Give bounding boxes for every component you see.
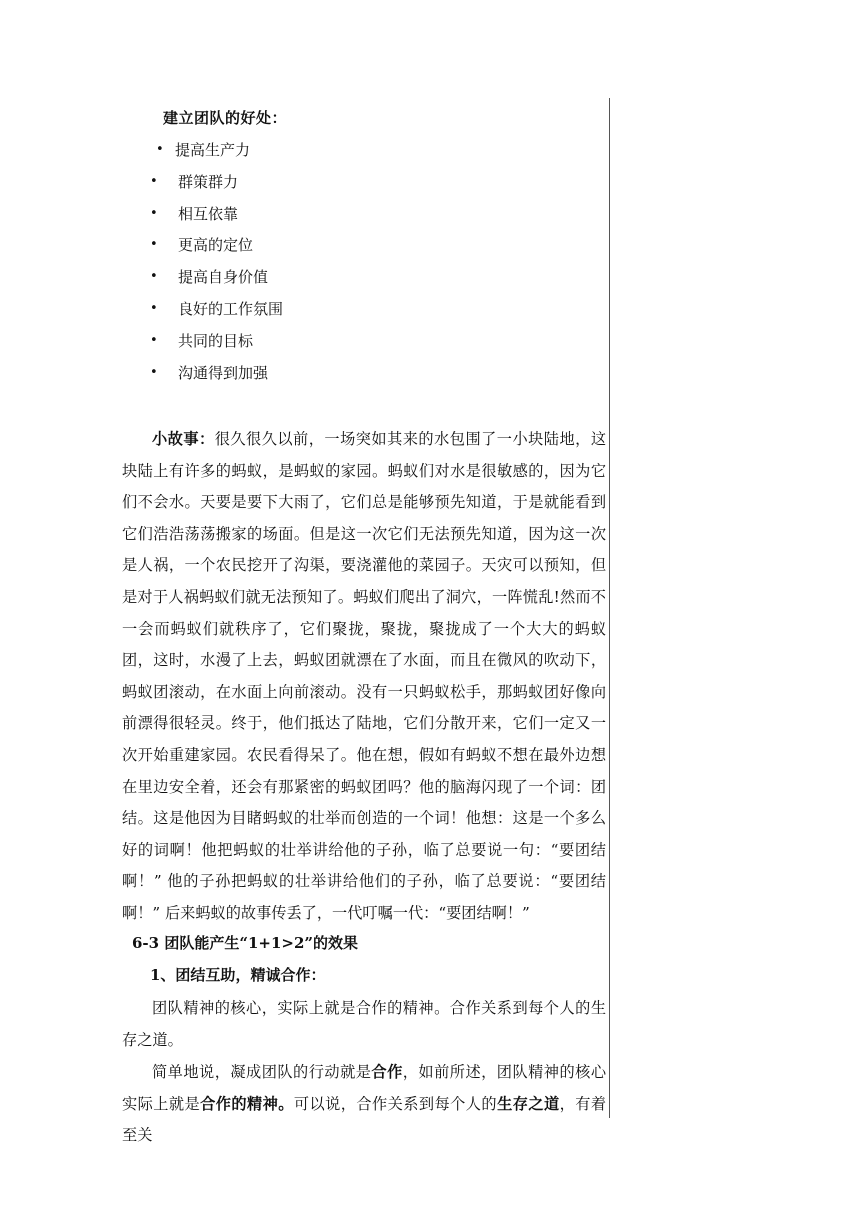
- story-paragraph: [122, 424, 606, 930]
- list-item-text: 良好的工作氛围: [178, 299, 284, 318]
- bullet-icon: •: [150, 269, 158, 285]
- paragraph-2-text-1: 简单地说，凝成团队的行动就是: [152, 1063, 372, 1081]
- list-item-text: 提高生产力: [175, 141, 251, 159]
- paragraph-2-bold-2: 合作的精神。: [200, 1094, 294, 1113]
- benefits-heading: 建立团队的好处：: [163, 109, 288, 127]
- story-lead: 小故事：: [152, 430, 215, 448]
- story-text: 很久很久以前，一场突如其来的水包围了一小块陆地，这块陆上有许多的蚂蚁，是蚂蚁的家园。蚂蚁们对水是很敏感的，因为它们不会水。天要是要下大雨了，它们总是能够预先知道，于是就能看到它们浩浩荡荡搬家的场面。但是这一次它们无法预先知道，因为这一次是人祸，一个农民挖开了沟渠，要浇灌他的菜园子。天灾可以预知，但是对于人祸蚂蚁们就无法预知了。蚂蚁们爬出了洞穴，一阵慌乱!然而不一会而蚂蚁们就秩序了，它们聚拢，聚拢，聚拢成了一个大大的蚂蚁团，这时，水漫了上去，蚂蚁团就漂在了水面，而且在微风的吹动下，蚂蚁团滚动，在水面上向前滚动。没有一只蚂蚁松手，那蚂蚁团好像向前漂得很轻灵。终于，他们抵达了陆地，它们分散开来，它们一定又一次开始重建家园。农民看得呆了。他在想，假如有蚂蚁不想在最外边想在里边安全着，还会有那紧密的蚂蚁团吗？他的脑海闪现了一个词：团结。这是他因为目睹蚂蚁的壮举而创造的一个词！他想：这是一个多么好的词啊！他把蚂蚁的壮举讲给他的子孙，临了总要说一句：“要团结啊！” 他的子孙把蚂蚁的壮举讲给他们的子孙，临了总要说：“要团结啊！” 后来蚂蚁的故事传丢了，一代叮嘱一代：“要团结啊！”: [122, 430, 606, 922]
- bullet-icon: •: [150, 173, 158, 189]
- paragraph-1: 团队精神的核心，实际上就是合作的精神。合作关系到每个人的生存之道。: [122, 999, 606, 1049]
- list-item-text: 共同的目标: [178, 331, 254, 350]
- section-title: 6-3 团队能产生“1+1>2”的效果: [132, 934, 359, 952]
- bullet-icon: •: [156, 142, 164, 157]
- paragraph-2-text-3: 可以说，合作关系到每个人的: [293, 1094, 498, 1113]
- paragraph-2-text-4: ，有着至关: [122, 1094, 607, 1145]
- section-subtitle: 1、团结互助，精诚合作：: [150, 966, 326, 984]
- list-item-text: 群策群力: [178, 172, 239, 191]
- table-cell-border: [609, 98, 610, 1118]
- bullet-icon: •: [150, 237, 158, 253]
- bullet-icon: •: [150, 332, 158, 348]
- paragraph-2: [122, 1057, 606, 1152]
- list-item-text: 沟通得到加强: [178, 363, 269, 382]
- paragraph-2-bold-1: 合作: [371, 1063, 403, 1081]
- bullet-icon: •: [150, 205, 158, 221]
- bullet-icon: •: [150, 300, 158, 316]
- list-item-text: 提高自身价值: [178, 268, 269, 287]
- list-item-text: 更高的定位: [178, 236, 254, 255]
- paragraph-2-bold-3: 生存之道: [497, 1094, 560, 1113]
- paragraph-2-text-2: ，如前所述，团队精神的核心实际上就是: [122, 1063, 606, 1113]
- bullet-icon: •: [150, 364, 158, 380]
- list-item-text: 相互依靠: [178, 204, 239, 223]
